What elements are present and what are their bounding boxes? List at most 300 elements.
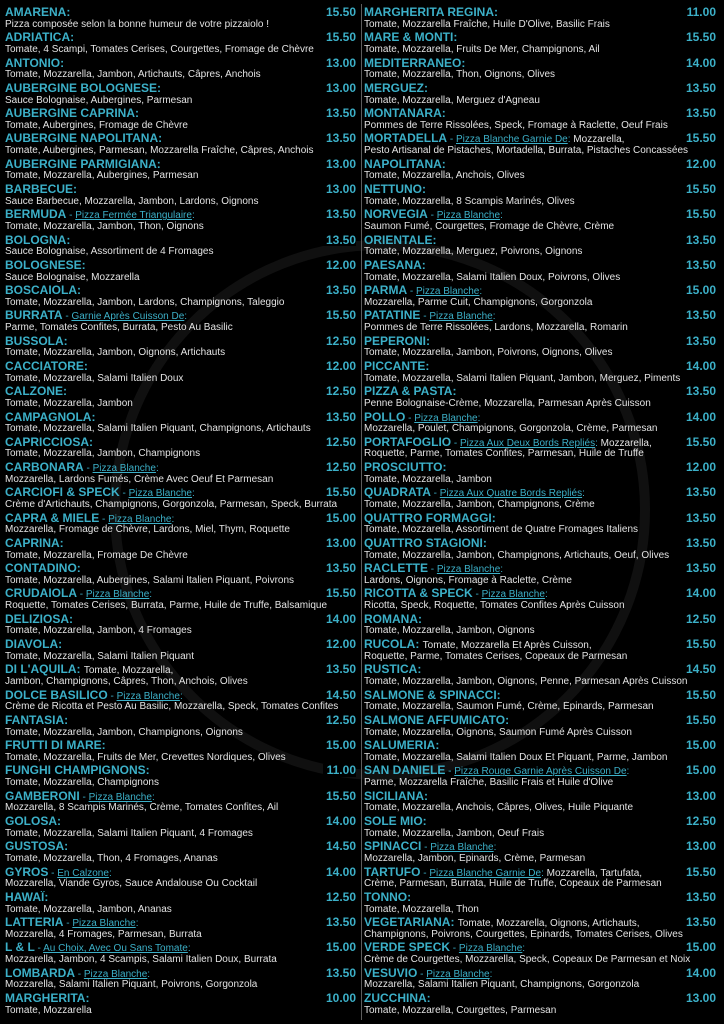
- note-colon: :: [184, 311, 188, 323]
- pizza-price: 13.00: [322, 82, 356, 95]
- menu-item: [5, 689, 356, 714]
- menu-item: [5, 208, 356, 233]
- note-colon: :: [595, 437, 601, 449]
- pizza-price: 13.00: [322, 537, 356, 550]
- note-separator: -: [445, 766, 455, 778]
- pizza-name: MARGHERITA:: [5, 991, 90, 1005]
- pizza-price: 12.00: [682, 158, 716, 171]
- note-separator: -: [420, 867, 430, 879]
- pizza-price: 14.00: [682, 57, 716, 70]
- menu-item-heading: [5, 866, 356, 879]
- menu-item-heading: [364, 815, 716, 828]
- pizza-note: En Calzone: [57, 867, 109, 879]
- menu-item: [364, 132, 716, 157]
- pizza-note: Pizza Aux Quatre Bords Repliés: [439, 488, 583, 500]
- pizza-ingredients: Tomate, Mozzarella, Jambon: [5, 397, 133, 409]
- pizza-price: 15.50: [682, 866, 716, 879]
- pizza-ingredients: Jambon, Champignons, Câpres, Thon, Anchois, Olives: [5, 676, 248, 687]
- pizza-ingredients: Crème d'Artichauts, Champignons, Gorgonzola, Parmesan, Speck, Burrata: [5, 499, 338, 511]
- note-separator: -: [107, 690, 117, 702]
- pizza-name: CONTADINO:: [5, 562, 81, 575]
- pizza-ingredients: Lardons, Oignons, Fromage à Raclette, Crème: [364, 574, 572, 586]
- pizza-ingredients: Mozzarella, Salami Italien Piquant, Poivrons, Gorgonzola: [5, 979, 258, 991]
- pizza-ingredients: Tomate, Mozzarella, Fromage De Chèvre: [5, 549, 188, 561]
- note-colon: :: [626, 766, 630, 778]
- pizza-note: Pizza Blanche: [426, 968, 490, 980]
- menu-item: [5, 335, 356, 360]
- menu-item-heading: [5, 941, 356, 954]
- pizza-name: CAPRINA:: [5, 536, 64, 550]
- pizza-ingredients: Mozzarella, Lardons Fumés, Crème Avec Oeuf Et Parmesan: [5, 473, 274, 485]
- menu-item-heading: [5, 6, 356, 19]
- pizza-ingredients: Tomate, Mozzarella, Courgettes, Parmesan: [364, 1004, 557, 1016]
- pizza-ingredients: Ricotta, Speck, Roquette, Tomates Confites Après Cuisson: [364, 600, 625, 612]
- pizza-note: Pizza Blanche: [429, 311, 493, 323]
- menu-item: [364, 638, 716, 663]
- pizza-price: 13.00: [322, 158, 356, 171]
- pizza-name: TONNO:: [364, 890, 412, 904]
- menu-item: [5, 916, 356, 941]
- pizza-name: MEDITERRANEO:: [364, 56, 466, 70]
- pizza-ingredients: Tomate, Mozzarella, Thon, Oignons, Olives: [364, 69, 556, 81]
- note-colon: :: [147, 968, 151, 980]
- menu-item: [5, 309, 356, 334]
- pizza-price: 15.50: [322, 6, 356, 19]
- pizza-name: CACCIATORE:: [5, 359, 88, 373]
- menu-item: [364, 82, 716, 107]
- menu-item: [5, 638, 356, 663]
- pizza-price: 15.50: [322, 790, 356, 803]
- menu-item: [5, 284, 356, 309]
- pizza-name: BOLOGNESE:: [5, 258, 86, 272]
- pizza-price: 13.50: [682, 562, 716, 575]
- pizza-name: GAMBERONI: [5, 789, 80, 803]
- pizza-name: POLLO: [364, 410, 406, 424]
- menu-item-heading: [5, 486, 356, 499]
- note-separator: -: [119, 488, 129, 500]
- pizza-ingredients: Tomate, Mozzarella, Salami Italien Piquant, 4 Fromages: [5, 827, 253, 839]
- pizza-ingredients: Parme, Mozzarella Fraîche, Basilic Frais et Huile d'Olive: [364, 777, 614, 789]
- pizza-ingredients: Tomate, Mozzarella, Jambon, 4 Fromages: [5, 625, 192, 637]
- pizza-name: SALMONE & SPINACCI:: [364, 688, 501, 702]
- menu-item: [5, 790, 356, 815]
- pizza-name: BERMUDA: [5, 208, 67, 221]
- pizza-ingredients: Tomate, Mozzarella, 8 Scampis Marinés, Olives: [364, 195, 575, 207]
- pizza-ingredients: Mozzarella, Parme Cuit, Champignons, Gorgonzola: [364, 296, 593, 308]
- menu-item-heading: [5, 208, 356, 221]
- menu-item: [364, 107, 716, 132]
- menu-item: [5, 992, 356, 1017]
- menu-item-heading: [364, 234, 716, 247]
- menu-item: [5, 360, 356, 385]
- pizza-ingredients: Tomate, Mozzarella, Jambon, Thon, Oignons: [5, 220, 204, 232]
- menu-item: [5, 158, 356, 183]
- pizza-ingredients: Tomate, Mozzarella, Jambon, Champignons: [5, 448, 201, 460]
- pizza-price: 12.50: [322, 714, 356, 727]
- pizza-name: CARBONARA: [5, 461, 84, 474]
- menu-item: [364, 916, 716, 941]
- menu-item: [364, 57, 716, 82]
- pizza-note: Pizza Blanche: [85, 589, 150, 601]
- menu-item-heading: [5, 562, 356, 575]
- menu-item: [5, 587, 356, 612]
- pizza-note: Pizza Blanche: [92, 463, 156, 474]
- pizza-ingredients: Tomate, Mozzarella, Salami Italien Doux, Poivrons, Olives: [364, 271, 621, 283]
- pizza-ingredients: Tomate, Mozzarella, Jambon, Ananas: [5, 903, 172, 915]
- menu-item: [5, 562, 356, 587]
- pizza-name: TARTUFO: [364, 865, 421, 879]
- menu-column-left: [5, 6, 356, 1017]
- menu-item: [364, 309, 716, 334]
- pizza-ingredients: Roquette, Parme, Tomates Confites, Parmesan, Huile de Truffe: [364, 448, 644, 460]
- pizza-price: 12.00: [322, 638, 356, 651]
- note-separator: -: [405, 412, 415, 424]
- menu-column-right: [364, 6, 716, 1017]
- note-colon: :: [479, 286, 483, 297]
- pizza-note: Pizza Blanche: [436, 210, 501, 221]
- menu-item-heading: [364, 107, 716, 120]
- note-separator: -: [77, 589, 86, 601]
- menu-item-heading: [5, 82, 356, 95]
- pizza-name: MARGHERITA REGINA:: [364, 6, 498, 19]
- pizza-name: AUBERGINE CAPRINA:: [5, 107, 140, 120]
- menu-item: [364, 411, 716, 436]
- menu-item: [5, 385, 356, 410]
- pizza-price: 13.50: [682, 107, 716, 120]
- pizza-name: PAESANA:: [364, 258, 426, 272]
- note-separator: -: [451, 437, 460, 449]
- pizza-ingredients: Tomate, Mozzarella, Jambon, Poivrons, Oignons, Olives: [364, 347, 613, 359]
- menu-item-heading: [364, 764, 716, 777]
- pizza-name: BARBECUE:: [5, 182, 77, 196]
- pizza-note: Pizza Blanche: [88, 791, 152, 803]
- pizza-price: 12.00: [322, 259, 356, 272]
- pizza-note: Pizza Blanche: [481, 589, 545, 601]
- pizza-ingredients-start: Mozzarella, Tartufata,: [546, 867, 643, 879]
- menu-item-heading: [5, 385, 356, 398]
- pizza-price: 13.50: [682, 537, 716, 550]
- menu-item-heading: [5, 613, 356, 626]
- pizza-price: 15.00: [322, 941, 356, 954]
- pizza-ingredients: Parme, Tomates Confites, Burrata, Pesto Au Basilic: [5, 322, 233, 334]
- pizza-name: FUNGHI CHAMPIGNONS:: [5, 764, 150, 778]
- pizza-name: FRUTTI DI MARE:: [5, 739, 106, 752]
- menu-item: [364, 967, 716, 992]
- menu-item: [5, 436, 356, 461]
- pizza-ingredients: Mozzarella, Poulet, Champignons, Gorgonzola, Crème, Parmesan: [364, 423, 658, 435]
- pizza-note: Au Choix, Avec Ou Sans Tomate: [43, 943, 188, 955]
- pizza-name: SICILIANA:: [364, 789, 428, 803]
- pizza-price: 13.50: [322, 562, 356, 575]
- pizza-ingredients: Tomate, Mozzarella, Jambon, Champignons, Oignons: [5, 726, 243, 738]
- pizza-price: 13.50: [322, 107, 356, 120]
- pizza-price: 13.50: [322, 208, 356, 221]
- pizza-price: 15.00: [682, 739, 716, 752]
- menu-item-heading: [5, 992, 356, 1005]
- pizza-name: AMARENA:: [5, 6, 71, 19]
- note-colon: :: [187, 943, 191, 955]
- pizza-name: NETTUNO:: [364, 182, 426, 196]
- menu-item-heading: [364, 259, 716, 272]
- pizza-ingredients: Roquette, Tomates Cerises, Burrata, Parme, Huile de Truffe, Balsamique: [5, 600, 328, 612]
- menu-item: [5, 891, 356, 916]
- pizza-ingredients: Mozzarella, 8 Scampis Marinés, Crème, Tomates Confites, Ail: [5, 802, 279, 814]
- note-colon: :: [582, 488, 585, 500]
- menu-item: [5, 663, 356, 688]
- menu-item: [364, 385, 716, 410]
- pizza-ingredients: Tomate, Aubergines, Parmesan, Mozzarella Fraîche, Câpres, Anchois: [5, 145, 314, 157]
- menu-item: [5, 259, 356, 284]
- note-separator: -: [62, 311, 72, 323]
- pizza-ingredients: Tomate, Mozzarella, Salami Italien Piquant, Champignons, Artichauts: [5, 423, 311, 435]
- pizza-note: Garnie Après Cuisson De: [71, 311, 185, 323]
- menu-item-heading: [5, 764, 356, 777]
- menu-item: [5, 714, 356, 739]
- menu-item-heading: [364, 790, 716, 803]
- note-separator: -: [417, 968, 427, 980]
- pizza-price: 14.50: [322, 840, 356, 853]
- menu-item: [364, 486, 716, 511]
- pizza-price: 13.50: [322, 234, 356, 247]
- note-colon: :: [149, 589, 153, 601]
- pizza-ingredients: Tomate, Mozzarella, Oignons, Saumon Fumé Après Cuisson: [364, 726, 632, 738]
- note-separator: -: [48, 867, 58, 879]
- note-separator: -: [63, 918, 73, 929]
- menu-item: [5, 815, 356, 840]
- note-colon: :: [191, 210, 195, 221]
- menu-item: [5, 411, 356, 436]
- pizza-price: 14.50: [322, 689, 356, 702]
- pizza-price: 13.50: [322, 663, 356, 676]
- pizza-price: 15.50: [322, 31, 356, 44]
- pizza-name: RACLETTE: [364, 562, 428, 575]
- pizza-ingredients: Tomate, Mozzarella, Thon: [364, 903, 479, 915]
- pizza-note: Pizza Blanche: [458, 943, 523, 955]
- menu-item: [364, 6, 716, 31]
- pizza-ingredients: Tomate, Mozzarella, Merguez d'Agneau: [364, 94, 540, 106]
- pizza-price: 13.50: [682, 891, 716, 904]
- pizza-name: CAMPAGNOLA:: [5, 410, 96, 424]
- note-separator: -: [99, 513, 109, 525]
- pizza-price: 14.00: [322, 613, 356, 626]
- pizza-price: 15.00: [682, 284, 716, 297]
- note-separator: -: [34, 943, 44, 955]
- menu-item-heading: [5, 234, 356, 247]
- pizza-ingredients: Sauce Bolognaise, Assortiment de 4 Fromages: [5, 246, 214, 258]
- menu-item-heading: [5, 132, 356, 145]
- note-separator: -: [421, 842, 431, 853]
- menu-item: [5, 107, 356, 132]
- pizza-name: ORIENTALE:: [364, 233, 437, 247]
- menu-item-heading: [364, 562, 716, 575]
- pizza-ingredients: Saumon Fumé, Courgettes, Fromage de Chèvre, Crème: [364, 220, 615, 232]
- pizza-note: Pizza Blanche: [430, 842, 494, 853]
- note-colon: :: [500, 210, 503, 221]
- pizza-name: AUBERGINE PARMIGIANA:: [5, 157, 161, 171]
- pizza-ingredients: Tomate, Mozzarella: [5, 1004, 92, 1016]
- pizza-ingredients-start: Tomate, Mozzarella Et Après Cuisson,: [422, 640, 592, 651]
- menu-item: [5, 82, 356, 107]
- pizza-ingredients: Tomate, Mozzarella, Jambon, Lardons, Champignons, Taleggio: [5, 296, 285, 308]
- menu-item-heading: [364, 486, 716, 499]
- menu-item: [364, 512, 716, 537]
- pizza-name: MERGUEZ:: [364, 81, 428, 95]
- menu-item: [364, 764, 716, 789]
- menu-item-heading: [364, 891, 716, 904]
- pizza-name: PIZZA & PASTA:: [364, 385, 457, 398]
- pizza-name: ADRIATICA:: [5, 31, 75, 44]
- menu-item: [364, 183, 716, 208]
- pizza-ingredients: Sauce Bolognaise, Aubergines, Parmesan: [5, 94, 193, 106]
- menu-item: [364, 663, 716, 688]
- pizza-ingredients: Pesto Artisanal de Pistaches, Mortadella, Burrata, Pistaches Concassées: [364, 145, 689, 157]
- pizza-note: Pizza Blanche Garnie De: [456, 134, 568, 146]
- menu-item-heading: [364, 284, 716, 297]
- note-colon: :: [522, 943, 526, 955]
- menu-item: [5, 461, 356, 486]
- menu-item-heading: [5, 158, 356, 171]
- menu-item: [5, 234, 356, 259]
- pizza-name: CAPRA & MIELE: [5, 511, 100, 525]
- menu-item-heading: [5, 689, 356, 702]
- menu-item-heading: [5, 183, 356, 196]
- menu-item: [5, 613, 356, 638]
- menu-item-heading: [364, 158, 716, 171]
- note-separator: -: [450, 943, 459, 955]
- pizza-ingredients: Tomate, Mozzarella Fraîche, Huile D'Olive, Basilic Frais: [364, 18, 610, 30]
- menu-item-heading: [364, 6, 716, 19]
- menu-item: [364, 562, 716, 587]
- pizza-price: 12.50: [682, 613, 716, 626]
- note-separator: -: [430, 488, 440, 500]
- note-colon: :: [171, 513, 175, 525]
- menu-item-heading: [5, 815, 356, 828]
- menu-item: [364, 31, 716, 56]
- pizza-ingredients: Tomate, Mozzarella, Aubergines, Parmesan: [5, 170, 199, 182]
- pizza-ingredients: Tomate, Mozzarella, Jambon, Oignons, Artichauts: [5, 347, 226, 359]
- menu-item-heading: [5, 411, 356, 424]
- note-colon: :: [492, 311, 496, 323]
- menu-item-heading: [5, 916, 356, 929]
- menu-item: [364, 739, 716, 764]
- pizza-ingredients: Tomate, Mozzarella, Salami Italien Piquant: [5, 650, 194, 662]
- menu-item-heading: [5, 638, 356, 651]
- pizza-ingredients: Tomate, Mozzarella, Anchois, Câpres, Olives, Huile Piquante: [364, 802, 634, 814]
- note-colon: :: [493, 842, 497, 853]
- pizza-name: CALZONE:: [5, 385, 67, 398]
- pizza-price: 13.00: [682, 790, 716, 803]
- menu-item-heading: [364, 916, 716, 929]
- pizza-ingredients: Pommes de Terre Rissolées, Speck, Fromage à Raclette, Oeuf Frais: [364, 119, 668, 131]
- menu-item: [364, 234, 716, 259]
- pizza-name: VESUVIO: [364, 966, 418, 980]
- pizza-name: MARE & MONTI:: [364, 31, 458, 44]
- pizza-name: GUSTOSA:: [5, 840, 69, 853]
- pizza-price: 15.50: [682, 183, 716, 196]
- pizza-ingredients: Tomate, Mozzarella, Jambon, Artichauts, Câpres, Anchois: [5, 69, 261, 81]
- note-separator: -: [407, 286, 416, 297]
- pizza-name: ANTONIO:: [5, 56, 65, 70]
- pizza-name: QUATTRO FORMAGGI:: [364, 511, 496, 525]
- pizza-name: HAWAÏ:: [5, 890, 49, 904]
- pizza-ingredients: Penne Bolognaise-Crème, Mozzarella, Parmesan Après Cuisson: [364, 397, 651, 409]
- menu-item-heading: [364, 411, 716, 424]
- pizza-name: VEGETARIANA:: [364, 916, 455, 929]
- menu-item-heading: [5, 284, 356, 297]
- pizza-note: Pizza Blanche: [414, 412, 478, 424]
- pizza-name: PARMA: [364, 284, 408, 297]
- note-separator: -: [427, 210, 437, 221]
- note-colon: :: [108, 867, 112, 879]
- pizza-ingredients: Sauce Barbecue, Mozzarella, Jambon, Lardons, Oignons: [5, 195, 259, 207]
- pizza-name: AUBERGINE NAPOLITANA:: [5, 132, 163, 146]
- pizza-price: 13.50: [682, 486, 716, 499]
- note-separator: -: [428, 564, 437, 575]
- note-colon: :: [567, 134, 574, 146]
- menu-item-heading: [364, 132, 716, 145]
- menu-item-heading: [364, 360, 716, 373]
- pizza-price: 13.50: [682, 385, 716, 398]
- menu-item: [5, 866, 356, 891]
- note-separator: -: [75, 968, 84, 980]
- pizza-ingredients: Tomate, Mozzarella, Thon, 4 Fromages, Ananas: [5, 852, 218, 864]
- menu-item-heading: [5, 31, 356, 44]
- menu-item-heading: [364, 967, 716, 980]
- pizza-note: Pizza Blanche: [108, 513, 172, 525]
- pizza-price: 13.50: [682, 916, 716, 929]
- pizza-name: ZUCCHINA:: [364, 991, 431, 1005]
- pizza-price: 13.00: [682, 840, 716, 853]
- menu-item-heading: [5, 57, 356, 70]
- pizza-price: 15.00: [682, 941, 716, 954]
- menu-item-heading: [5, 663, 356, 676]
- menu-item: [5, 739, 356, 764]
- pizza-ingredients: Mozzarella, Jambon, Epinards, Crème, Parmesan: [364, 852, 586, 864]
- pizza-ingredients: Mozzarella, Jambon, 4 Scampis, Salami Italien Doux, Burrata: [5, 954, 277, 966]
- menu-item-heading: [364, 663, 716, 676]
- pizza-price: 13.50: [682, 259, 716, 272]
- pizza-ingredients: Tomate, 4 Scampi, Tomates Cerises, Courgettes, Fromage de Chèvre: [5, 43, 314, 55]
- pizza-ingredients: Tomate, Mozzarella, Jambon, Oeuf Frais: [364, 827, 545, 839]
- note-colon: :: [544, 589, 548, 601]
- menu-item-heading: [5, 107, 356, 120]
- note-colon: :: [135, 918, 139, 929]
- note-separator: -: [66, 210, 76, 221]
- menu-item: [5, 941, 356, 966]
- menu-item-heading: [364, 82, 716, 95]
- pizza-price: 15.50: [682, 208, 716, 221]
- pizza-price: 13.50: [682, 234, 716, 247]
- menu-item: [5, 537, 356, 562]
- menu-item-heading: [364, 385, 716, 398]
- note-colon: :: [477, 412, 481, 424]
- pizza-name: MORTADELLA: [364, 132, 448, 146]
- pizza-price: 13.50: [682, 512, 716, 525]
- pizza-ingredients: Crème, Parmesan, Burrata, Huile de Truffe, Copeaux de Parmesan: [364, 878, 662, 890]
- note-separator: -: [420, 311, 430, 323]
- pizza-price: 12.00: [322, 360, 356, 373]
- pizza-note: Pizza Rouge Garnie Après Cuisson De: [454, 766, 627, 778]
- menu-item: [364, 259, 716, 284]
- pizza-name: SALUMERIA:: [364, 739, 440, 752]
- pizza-name: ROMANA:: [364, 612, 422, 626]
- pizza-ingredients-start: Mozzarella,: [600, 437, 652, 449]
- menu-item: [5, 840, 356, 865]
- pizza-note: Pizza Blanche: [128, 488, 192, 500]
- pizza-ingredients: Tomate, Mozzarella, Anchois, Olives: [364, 170, 525, 182]
- menu-item: [364, 360, 716, 385]
- pizza-ingredients: Crème de Courgettes, Mozzarella, Speck, Copeaux De Parmesan et Noix: [364, 954, 691, 966]
